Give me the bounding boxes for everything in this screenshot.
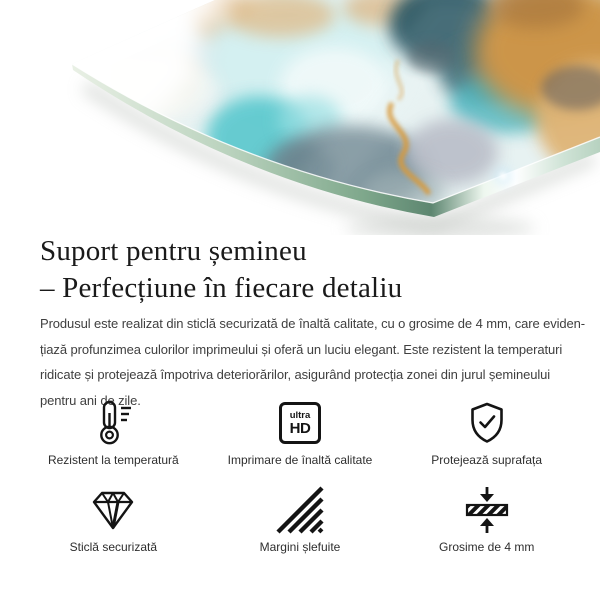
feature-grid [20, 398, 580, 554]
diamond-icon [89, 488, 137, 532]
feature-icon-wrap [465, 398, 509, 448]
ultra-hd-icon-text-bottom: HD [289, 419, 311, 437]
feature-icon-wrap [90, 398, 136, 448]
product-image [0, 0, 600, 235]
feature-label: Grosime de 4 mm [438, 540, 535, 554]
page-title-line1: Suport pentru șemineu [40, 235, 307, 267]
feature-label: Imprimare de înaltă calitate [227, 453, 373, 467]
feature-label: Protejează suprafața [431, 453, 543, 467]
feature-label: Margini șlefuite [259, 540, 341, 554]
feature-icon-wrap [463, 485, 511, 535]
ultra-hd-icon [279, 402, 321, 444]
feature-heat-resistant [20, 398, 207, 467]
page-title-line2: – Perfecțiune în fiecare detaliu [40, 272, 403, 304]
feature-icon-wrap [279, 398, 321, 448]
feature-high-quality-print [207, 398, 394, 467]
polished-edges-icon [276, 486, 324, 534]
glass-panel-artwork [0, 0, 600, 235]
feature-surface-protection [393, 398, 580, 467]
description-line: ridicate și protejează împotriva deteriorărilor, asigurând protecția zonei din jurul șemineului [40, 367, 551, 382]
page-title [40, 233, 402, 307]
feature-label: Rezistent la temperatură [47, 453, 179, 467]
shield-check-icon [465, 401, 509, 445]
feature-thickness-4mm [393, 485, 580, 554]
feature-tempered-glass [20, 485, 207, 554]
feature-label: Sticlă securizată [69, 540, 158, 554]
description-line: pentru ani de zile. [40, 392, 141, 408]
compression-arrows-icon [463, 486, 511, 534]
ultra-hd-icon-text-top: ultra [289, 409, 311, 421]
thermometer-icon [90, 399, 136, 447]
description-line: țiază profunzimea culorilor imprimeului și oferă un luciu elegant. Este rezistent la temperaturi [40, 341, 563, 357]
description-line: Produsul este realizat din sticlă securizată de înaltă calitate, cu o grosime de 4 mm, care eviden- [40, 316, 586, 331]
feature-icon-wrap [89, 485, 137, 535]
feature-polished-edges [207, 485, 394, 554]
feature-icon-wrap [276, 485, 324, 535]
